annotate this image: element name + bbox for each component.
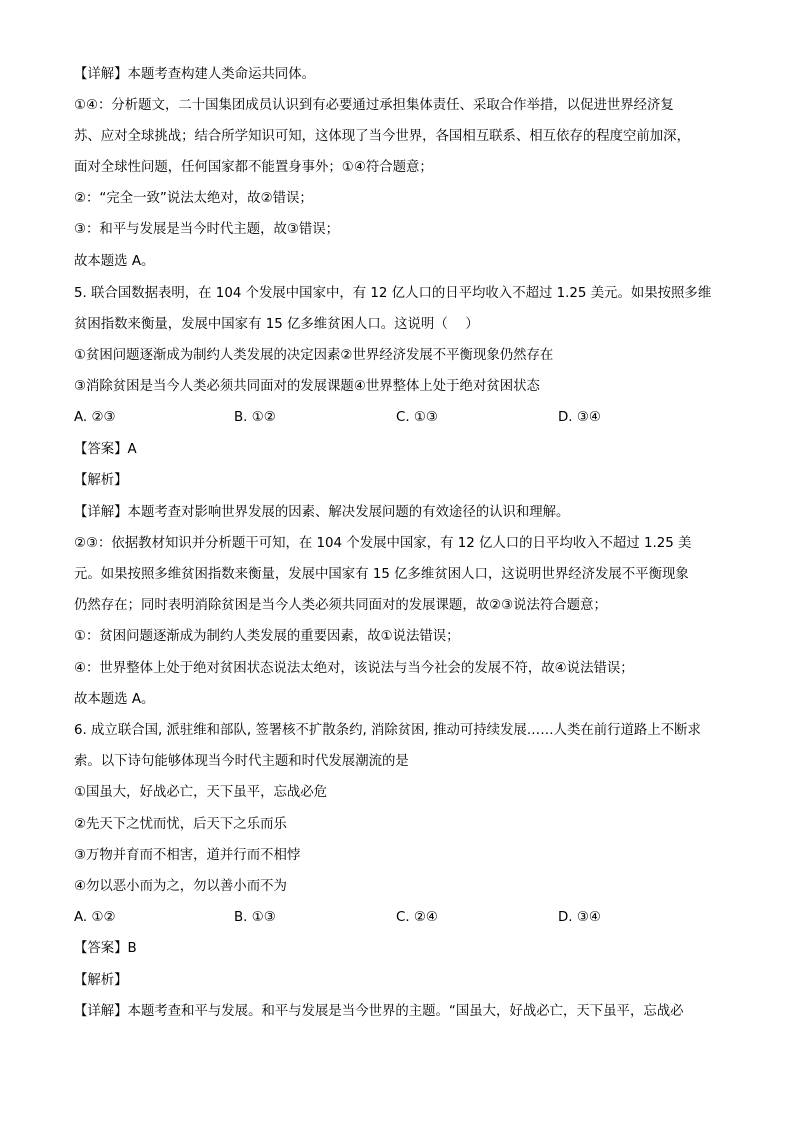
q6-option-b: B. ①③ xyxy=(234,910,276,925)
q5-detail-paragraph-1-line-2: 元。如果按照多维贫困指数来衡量，发展中国家有 15 亿多维贫困人口，这说明世界经济发展不平衡现象 xyxy=(74,567,689,582)
q5-detail-paragraph-1-line-1: ②③：依据教材知识并分析题干可知，在 104 个发展中国家，有 12 亿人口的日平均收入不超过 1.25 美 xyxy=(74,536,692,551)
q4-detail-paragraph-2: ②：“完全一致”说法太绝对，故②错误； xyxy=(74,191,313,206)
q5-analysis-heading: 【解析】 xyxy=(74,473,128,488)
q4-detail-paragraph-1-line-2: 苏、应对全球挑战；结合所学知识可知，这体现了当今世界，各国相互联系、相互依存的程度空前加深， xyxy=(74,129,690,144)
q6-option-c: C. ②④ xyxy=(396,910,438,925)
q6-options xyxy=(74,908,734,928)
q5-stem-line-1: 5. 联合国数据表明，在 104 个发展中国家中，有 12 亿人口的日平均收入不超过 1.25 美元。如果按照多维 xyxy=(74,286,712,301)
q5-detail-paragraph-2: ①：贫困问题逐渐成为制约人类发展的重要因素，故①说法错误； xyxy=(74,629,460,644)
q6-choice-4: ④勿以恶小而为之，勿以善小而不为 xyxy=(74,879,287,894)
q5-options xyxy=(74,408,734,428)
q5-option-d: D. ③④ xyxy=(558,410,601,425)
q5-option-a: A. ②③ xyxy=(74,410,116,425)
q5-detail-intro: 【详解】本题考查对影响世界发展的因素、解决发展问题的有效途径的认识和理解。 xyxy=(74,505,570,520)
q5-option-c: C. ①③ xyxy=(396,410,438,425)
q6-stem-line-2: 索。以下诗句能够体现当今时代主题和时代发展潮流的是 xyxy=(74,754,409,769)
q4-conclusion: 故本题选 A。 xyxy=(74,254,155,269)
q6-option-d: D. ③④ xyxy=(558,910,601,925)
q6-answer: 【答案】B xyxy=(74,941,137,956)
q6-choice-1: ①国虽大，好战必亡，天下虽平，忘战必危 xyxy=(74,785,328,800)
q4-detail-intro: 【详解】本题考查构建人类命运共同体。 xyxy=(74,67,316,82)
q4-detail-paragraph-1-line-1: ①④：分析题文，二十国集团成员认识到有必要通过承担集体责任、采取合作举措，以促进世界经济复 xyxy=(74,98,674,113)
q6-option-a: A. ①② xyxy=(74,910,116,925)
q5-option-b: B. ①② xyxy=(234,410,276,425)
q5-choices-line-1: ①贫困问题逐渐成为制约人类发展的决定因素②世界经济发展不平衡现象仍然存在 xyxy=(74,348,554,363)
q5-answer: 【答案】A xyxy=(74,442,137,457)
q5-conclusion: 故本题选 A。 xyxy=(74,692,155,707)
q5-choices-line-2: ③消除贫困是当今人类必须共同面对的发展课题④世界整体上处于绝对贫困状态 xyxy=(74,379,540,394)
q5-stem-line-2: 贫困指数来衡量，发展中国家有 15 亿多维贫困人口。这说明（ ） xyxy=(74,317,479,332)
q4-detail-paragraph-1-line-3: 面对全球性问题，任何国家都不能置身事外；①④符合题意； xyxy=(74,160,433,175)
q4-detail-paragraph-3: ③：和平与发展是当今时代主题，故③错误； xyxy=(74,222,340,237)
q6-analysis-heading: 【解析】 xyxy=(74,973,128,988)
q6-choice-2: ②先天下之忧而忧，后天下之乐而乐 xyxy=(74,817,287,832)
q5-detail-paragraph-3: ④：世界整体上处于绝对贫困状态说法太绝对，该说法与当今社会的发展不符，故④说法错误； xyxy=(74,661,634,676)
q5-detail-paragraph-1-line-3: 仍然存在；同时表明消除贫困是当今人类必须共同面对的发展课题，故②③说法符合题意； xyxy=(74,598,607,613)
q6-stem-line-1: 6. 成立联合国, 派驻维和部队, 签署核不扩散条约, 消除贫困, 推动可持续发展……人类在前行道路上不断求 xyxy=(74,723,701,738)
q6-choice-3: ③万物并育而不相害，道并行而不相悖 xyxy=(74,848,301,863)
q6-detail: 【详解】本题考查和平与发展。和平与发展是当今世界的主题。“国虽大，好战必亡，天下虽平，忘战必 xyxy=(74,1004,684,1019)
